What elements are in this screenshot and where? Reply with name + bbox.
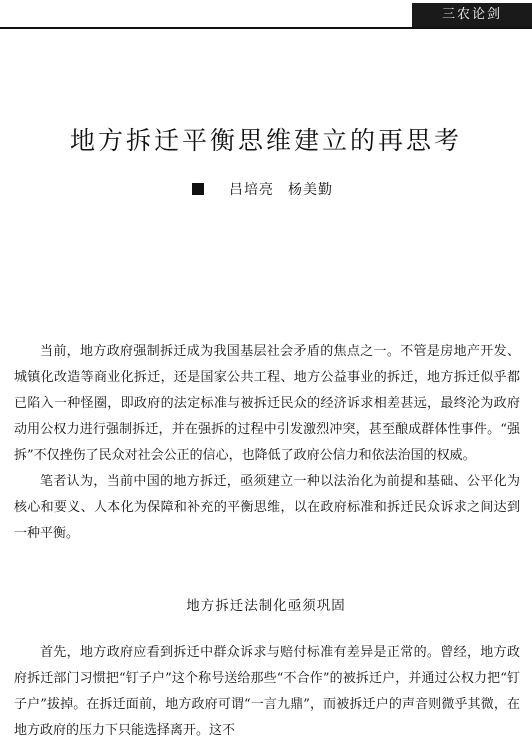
article-body (14, 339, 520, 547)
header-rule (0, 27, 532, 29)
square-bullet-icon (192, 183, 204, 195)
paragraph: 首先，地方政府应看到拆迁中群众诉求与赔付标准有差异是正常的。曾经，地方政府拆迁部门习惯把“钉子户”这个称号送给那些“不合作”的被拆迁户，并通过公权力把“钉子户”拔掉。在拆迁面前，地方政府可谓“一言九鼎”，而被拆迁户的声音则微乎其微，在地方政府的压力下只能选择离开。这不 (14, 645, 520, 738)
paragraph: 当前，地方政府强制拆迁成为我国基层社会矛盾的焦点之一。不管是房地产开发、城镇化改造等商业化拆迁，还是国家公共工程、地方公益事业的拆迁，地方拆迁似乎都已陷入一种怪圈，即政府的法定标准与被拆迁民众的经济诉求相差甚远，最终沦为政府动用公权力进行强制拆迁，并在强拆的过程中引发激烈冲突，甚至酿成群体性事件。“强拆”不仅挫伤了民众对社会公正的信心，也降低了政府公信力和依法治国的权威。 (14, 344, 520, 463)
section-heading: 地方拆迁法制化亟须巩固 (186, 598, 346, 614)
article-title: 地方拆迁平衡思维建立的再思考 (69, 126, 462, 155)
author-name: 杨美勤 (288, 182, 333, 198)
author-name: 吕培亮 (229, 182, 274, 198)
section-body (14, 640, 520, 744)
paragraph: 笔者认为，当前中国的地方拆迁，亟须建立一种以法治化为前提和基础、公平化为核心和要义、人本化为保障和补充的平衡思维，以在政府标准和拆迁民众诉求之间达到一种平衡。 (14, 474, 520, 541)
byline (0, 178, 532, 202)
column-label: 三农论剑 (412, 3, 532, 27)
